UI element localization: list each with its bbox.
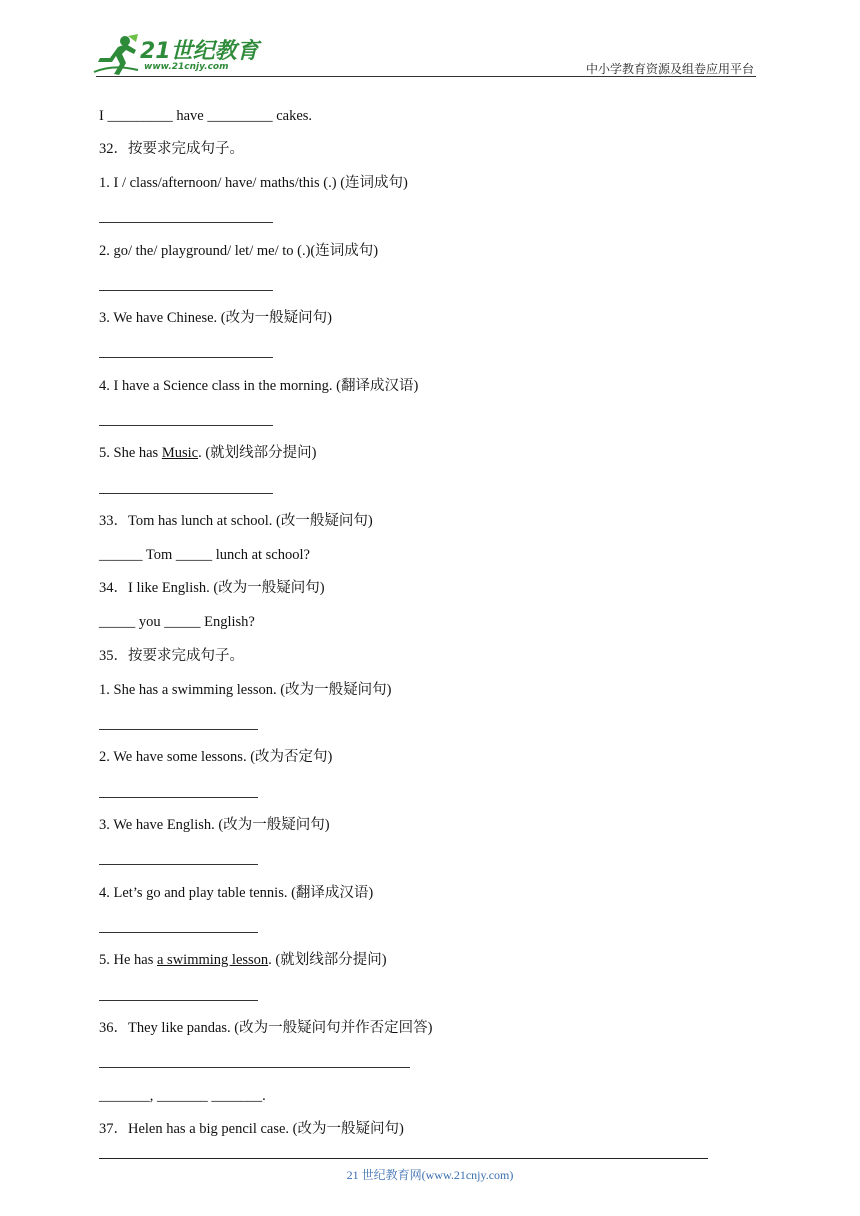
question-37: 37．Helen has a big pencil case. (改为一般疑问句) xyxy=(99,1121,404,1137)
underlined-phrase: a swimming lesson xyxy=(157,952,269,968)
site-logo xyxy=(92,34,262,78)
answer-line xyxy=(99,932,258,933)
logo-url: www.21cnjy.com xyxy=(144,62,229,72)
underlined-word: Music xyxy=(161,445,199,461)
item-text: 5. She has xyxy=(99,445,162,461)
logo-wordmark: 21世纪教育 xyxy=(140,39,259,64)
answer-line xyxy=(99,1000,258,1001)
question-34: 34．I like English. (改为一般疑问句) xyxy=(99,580,325,596)
question-32-item-5 xyxy=(99,444,317,462)
running-figure-icon xyxy=(92,34,140,78)
page-header xyxy=(0,0,860,80)
question-32-item-1: 1. I / class/afternoon/ have/ maths/this (.) (连词成句) xyxy=(99,175,408,191)
answer-line xyxy=(99,290,273,291)
question-34-answer: _____ you _____ English? xyxy=(99,614,255,630)
question-36: 36．They like pandas. (改为一般疑问句并作否定回答) xyxy=(99,1020,433,1036)
item-instruction: . (就划线部分提问) xyxy=(268,952,387,968)
footer-text: 21 世纪教育网(www.21cnjy.com) xyxy=(346,1168,514,1182)
header-divider xyxy=(96,76,756,77)
answer-line xyxy=(99,864,258,865)
answer-line xyxy=(99,1067,410,1068)
question-35-title: 35．按要求完成句子。 xyxy=(99,648,244,664)
question-32-item-2: 2. go/ the/ playground/ let/ me/ to (.)(连词成句) xyxy=(99,243,379,259)
question-35-item-2: 2. We have some lessons. (改为否定句) xyxy=(99,749,333,765)
answer-line xyxy=(99,729,258,730)
item-instruction: . (就划线部分提问) xyxy=(198,445,317,461)
question-32-item-3: 3. We have Chinese. (改为一般疑问句) xyxy=(99,310,332,326)
question-32-title: 32．按要求完成句子。 xyxy=(99,141,244,157)
answer-line xyxy=(99,222,273,223)
item-text: 5. He has xyxy=(99,952,157,968)
question-33-answer: ______ Tom _____ lunch at school? xyxy=(99,547,310,563)
question-35-item-1: 1. She has a swimming lesson. (改为一般疑问句) xyxy=(99,682,392,698)
answer-line xyxy=(99,797,258,798)
question-35-item-4: 4. Let’s go and play table tennis. (翻译成汉语) xyxy=(99,885,374,901)
question-33: 33．Tom has lunch at school. (改一般疑问句) xyxy=(99,513,373,529)
question-35-item-5 xyxy=(99,951,387,969)
platform-name: 中小学教育资源及组卷应用平台 xyxy=(585,62,754,76)
question-35-item-3: 3. We have English. (改为一般疑问句) xyxy=(99,817,330,833)
fill-blank-line: I _________ have _________ cakes. xyxy=(99,108,313,124)
answer-line xyxy=(99,425,273,426)
question-36-answer: _______, _______ _______. xyxy=(99,1088,266,1104)
footer-divider xyxy=(99,1158,708,1159)
answer-line xyxy=(99,357,273,358)
answer-line xyxy=(99,493,273,494)
question-32-item-4: 4. I have a Science class in the morning. (翻译成汉语) xyxy=(99,378,419,394)
